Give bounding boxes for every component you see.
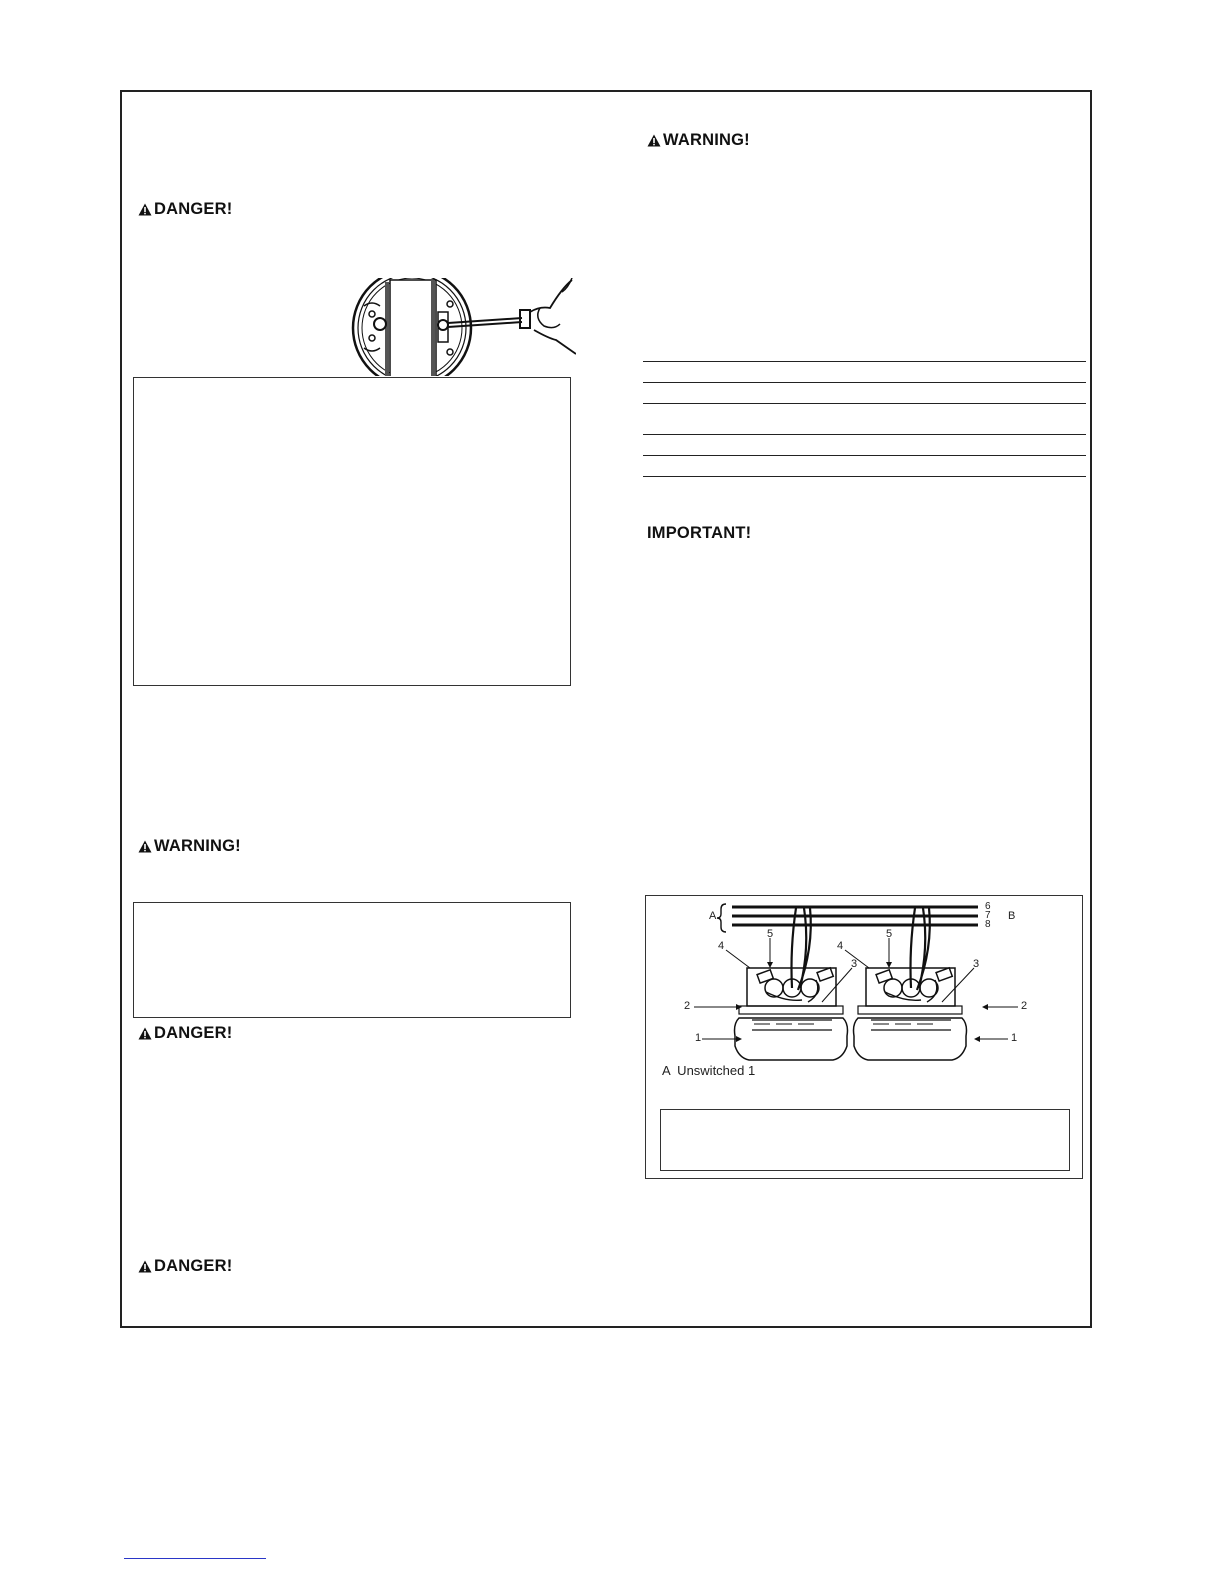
callout-5: 5 [767,928,774,940]
warning-heading-right-label: WARNING! [663,131,750,149]
group-label-a: A [709,910,717,922]
table-rule [643,434,1086,435]
table-rule [643,455,1086,456]
warning-triangle-icon [138,203,152,216]
important-heading [647,524,751,543]
warning-triangle-icon [138,1260,152,1273]
table-rule [643,403,1086,404]
callout-5: 5 [886,928,893,940]
important-heading-label: IMPORTANT! [647,524,752,542]
wire-label: 7 [985,910,991,921]
wire-label: 6 [985,901,991,912]
warning-heading-left-label: WARNING! [154,837,241,855]
callout-4: 4 [718,940,725,952]
danger-heading-1 [138,200,232,219]
danger-heading-1-label: DANGER! [154,200,233,218]
screwdriver-mounting-illustration [350,278,576,376]
danger-heading-2-label: DANGER! [154,1024,233,1042]
figure-note-box [660,1109,1070,1171]
warning-triangle-icon [138,1027,152,1040]
warning-heading-left [138,837,241,856]
callout-1: 1 [695,1032,702,1044]
danger-heading-3 [138,1257,232,1276]
table-rule [643,361,1086,362]
table-rule [643,476,1086,477]
danger-heading-2 [138,1024,232,1043]
figure-caption: A Unswitched 1 [662,1063,756,1078]
callout-1: 1 [1011,1032,1018,1044]
callout-4: 4 [837,940,844,952]
wire-label: 8 [985,919,991,930]
warning-heading-right [647,131,750,150]
note-box-large [133,377,571,686]
danger-heading-3-label: DANGER! [154,1257,233,1275]
callout-3: 3 [973,958,980,970]
warning-triangle-icon [647,134,661,147]
callout-2: 2 [684,1000,691,1012]
table-rule [643,382,1086,383]
callout-3: 3 [851,958,858,970]
callout-2: 2 [1021,1000,1028,1012]
warning-triangle-icon [138,840,152,853]
note-box-small [133,902,571,1018]
group-label-b: B [1008,910,1016,922]
footer-link-underline[interactable] [124,1558,266,1559]
wiring-figure [645,895,1083,1179]
